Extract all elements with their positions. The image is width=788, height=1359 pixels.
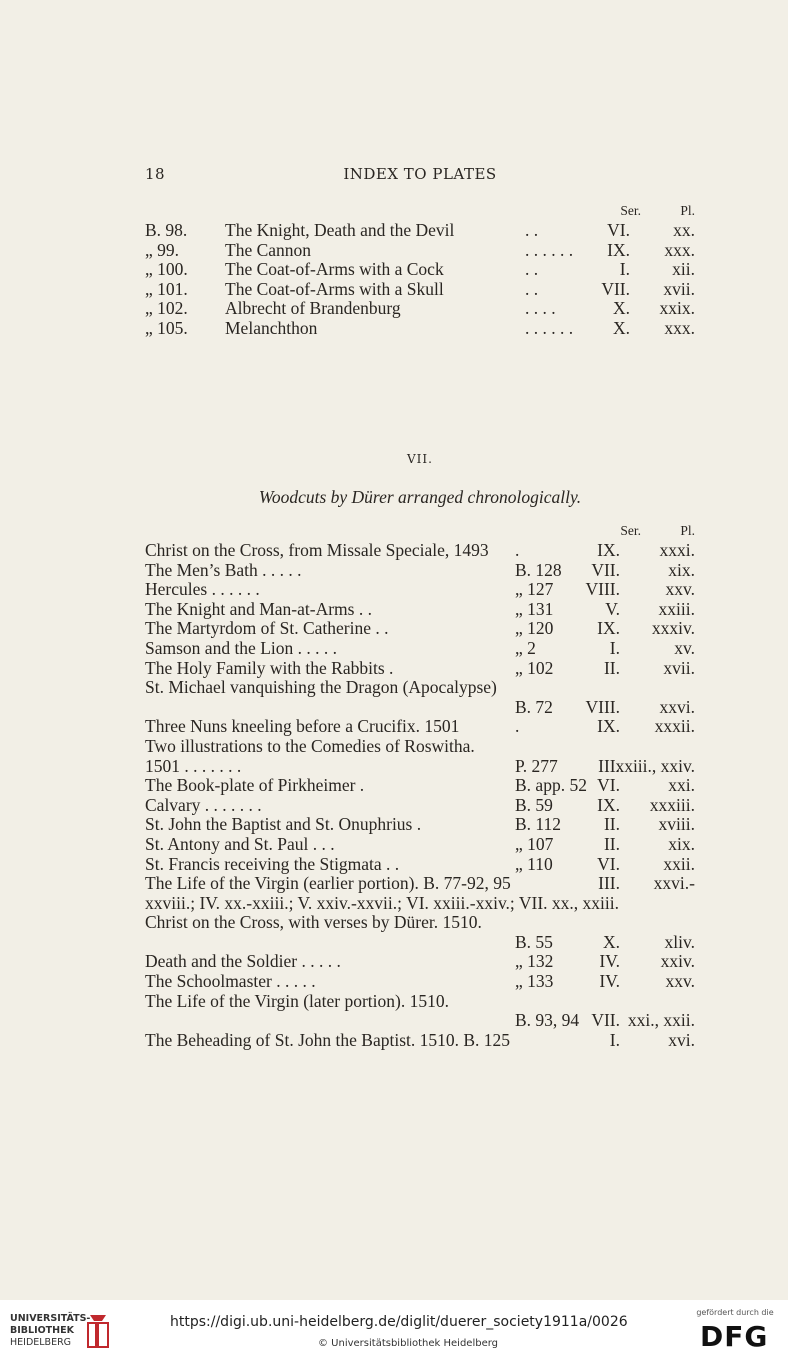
woodcut-ref: „ 120: [515, 618, 554, 639]
woodcut-row: [145, 1030, 695, 1050]
plate-series: IX.: [607, 239, 630, 260]
page-number: 18: [145, 165, 166, 183]
library-name-line1: UNIVERSITÄTS-: [10, 1313, 91, 1324]
plate-title: The Knight, Death and the Devil: [225, 220, 455, 240]
pl-header: Pl.: [680, 203, 695, 218]
leader-dots: . . . . . .: [525, 239, 574, 260]
woodcut-pl: xix.: [668, 559, 695, 580]
woodcut-row: [145, 579, 695, 599]
ser-header: Ser.: [620, 523, 641, 538]
woodcut-title: St. Francis receiving the Stigmata . .: [145, 853, 400, 874]
woodcut-title: The Holy Family with the Rabbits .: [145, 657, 394, 678]
pl-header: Pl.: [680, 523, 695, 538]
woodcut-row: [145, 854, 695, 874]
woodcut-title: xxviii.; IV. xx.-xxiii.; V. xxiv.-xxvii.; VI. xxiii.-xxiv.; VII. xx., xxiii.: [145, 892, 619, 913]
woodcut-title: Three Nuns kneeling before a Crucifix. 1501: [145, 716, 460, 737]
leader-dots: . . . .: [525, 298, 556, 319]
section-number: VII.: [407, 452, 433, 466]
woodcut-ref: B. app. 52: [515, 775, 587, 796]
leader-dots: . .: [525, 278, 539, 299]
woodcut-pl: xxii.: [663, 853, 695, 874]
woodcut-row: [145, 540, 695, 560]
woodcut-ref: .: [515, 716, 520, 737]
woodcut-ref: B. 72: [515, 696, 553, 717]
woodcut-series: VI.: [597, 775, 620, 796]
woodcut-series: IX.: [597, 716, 620, 737]
woodcut-title: St. Antony and St. Paul . . .: [145, 833, 335, 854]
plate-series: I.: [619, 259, 630, 280]
woodcut-row: [145, 971, 695, 991]
leader-dots: . . . . . .: [525, 317, 574, 338]
woodcut-series: VIII.: [585, 579, 620, 600]
plate-title: The Cannon: [225, 239, 312, 260]
plate-number: „ 105.: [145, 317, 188, 338]
woodcut-title: The Book-plate of Pirkheimer .: [145, 775, 365, 796]
woodcut-row: [145, 795, 695, 815]
woodcut-ref: „ 107: [515, 833, 554, 854]
plate-number: „ 100.: [145, 259, 188, 280]
woodcut-title: St. John the Baptist and St. Onuphrius .: [145, 814, 422, 835]
leader-dots: . .: [525, 220, 539, 240]
plate-number: „ 102.: [145, 298, 188, 319]
woodcut-series: X.: [602, 931, 620, 952]
woodcut-series: IV.: [599, 971, 620, 992]
woodcut-title: Christ on the Cross, from Missale Speciale, 1493: [145, 540, 489, 560]
page-url-link[interactable]: https://digi.ub.uni-heidelberg.de/diglit/duerer_society1911a/0026: [170, 1314, 628, 1330]
woodcut-title: Hercules . . . . . .: [145, 579, 260, 600]
plate-pl: xx.: [673, 220, 695, 240]
plate-title: Albrecht of Brandenburg: [225, 298, 401, 319]
library-logo[interactable]: [10, 1311, 110, 1351]
plate-row: [145, 240, 695, 260]
library-name-line3: HEIDELBERG: [10, 1337, 72, 1348]
woodcut-series: III.: [598, 873, 620, 894]
woodcut-row: [145, 873, 695, 893]
page-header: [145, 165, 695, 187]
woodcut-row: [145, 658, 695, 678]
woodcut-pl: xvi.: [668, 1029, 695, 1050]
plate-series: VII.: [601, 278, 630, 299]
plate-pl: xxx.: [664, 317, 695, 338]
woodcut-title: Two illustrations to the Comedies of Roswitha.: [145, 735, 475, 756]
woodcut-title: Samson and the Lion . . . . .: [145, 637, 337, 658]
woodcut-row: [145, 618, 695, 638]
woodcut-series: II.: [603, 657, 620, 678]
dfg-logo[interactable]: DFG: [700, 1320, 769, 1353]
woodcut-title: The Men’s Bath . . . . .: [145, 559, 302, 580]
woodcut-ref: „ 132: [515, 951, 554, 972]
woodcut-ref: B. 128: [515, 559, 562, 580]
woodcut-pl: xxxi.: [659, 540, 695, 560]
woodcut-ref: B. 55: [515, 931, 553, 952]
woodcut-pl: xxiii.: [658, 598, 695, 619]
woodcuts-list: [145, 523, 695, 1049]
plate-number: „ 99.: [145, 239, 180, 260]
woodcut-pl: xxxiv.: [651, 618, 695, 639]
woodcut-series: VII.: [591, 1010, 620, 1031]
woodcut-pl: xxiv.: [660, 951, 695, 972]
woodcut-row: [145, 991, 695, 1011]
plate-title: The Coat-of-Arms with a Skull: [225, 278, 444, 299]
woodcut-row: [145, 775, 695, 795]
woodcut-ref: „ 102: [515, 657, 554, 678]
woodcut-ref: .: [515, 540, 520, 560]
page-title: INDEX TO PLATES: [343, 165, 497, 183]
woodcut-title: The Life of the Virgin (later portion). 1510.: [145, 990, 449, 1011]
plate-number: „ 101.: [145, 278, 188, 299]
woodcut-series: VII.: [591, 559, 620, 580]
plate-row: [145, 259, 695, 279]
woodcut-row: [145, 560, 695, 580]
woodcut-title: 1501 . . . . . . .: [145, 755, 242, 776]
woodcut-row: [145, 716, 695, 736]
woodcut-pl: xxxii.: [654, 716, 695, 737]
woodcut-series: VIII.: [585, 696, 620, 717]
library-name-line2: BIBLIOTHEK: [10, 1325, 74, 1336]
plate-series: X.: [612, 298, 630, 319]
library-mark-icon: [82, 1311, 112, 1351]
ser-header: Ser.: [620, 203, 641, 218]
woodcut-series: IX.: [597, 618, 620, 639]
woodcut-ref: P. 277: [515, 755, 558, 776]
woodcut-ref: B. 59: [515, 794, 553, 815]
woodcut-ref: „ 110: [515, 853, 553, 874]
woodcut-series: II.: [603, 833, 620, 854]
woodcut-pl: xvii.: [663, 657, 695, 678]
woodcut-row: [145, 912, 695, 932]
woodcut-pl: xv.: [674, 637, 695, 658]
woodcut-ref: B. 93, 94: [515, 1010, 580, 1031]
plate-pl: xvii.: [663, 278, 695, 299]
woodcut-pl: xxi.: [668, 775, 695, 796]
woodcut-row: [145, 677, 695, 697]
plate-number: B. 98.: [145, 220, 188, 240]
woodcut-series: III.: [598, 755, 620, 776]
woodcut-ref: „ 2: [515, 637, 536, 658]
plate-pl: xxix.: [659, 298, 695, 319]
woodcut-pl: xxi., xxii.: [627, 1010, 695, 1031]
woodcut-title: Calvary . . . . . . .: [145, 794, 262, 815]
copyright-text: © Universitätsbibliothek Heidelberg: [318, 1338, 499, 1349]
woodcut-ref: B. 112: [515, 814, 562, 835]
woodcut-pl: xviii.: [658, 814, 695, 835]
woodcut-title: Christ on the Cross, with verses by Dürer. 1510.: [145, 912, 482, 933]
woodcut-title: St. Michael vanquishing the Dragon (Apocalypse): [145, 677, 497, 698]
woodcut-ref: „ 127: [515, 579, 554, 600]
woodcut-row: [145, 951, 695, 971]
plate-row: [145, 220, 695, 240]
woodcut-title: The Beheading of St. John the Baptist. 1510. B. 125: [145, 1029, 511, 1050]
woodcut-row: [145, 932, 695, 952]
woodcut-title: Death and the Soldier . . . . .: [145, 951, 341, 972]
woodcut-title: The Schoolmaster . . . . .: [145, 971, 316, 992]
woodcut-series: V.: [605, 598, 620, 619]
woodcut-pl: xxv.: [665, 579, 695, 600]
woodcut-series: IV.: [599, 951, 620, 972]
woodcut-series: IX.: [597, 540, 620, 560]
column-headers-2: [145, 523, 695, 540]
woodcut-series: II.: [603, 814, 620, 835]
plate-title: The Coat-of-Arms with a Cock: [225, 259, 444, 280]
plate-row: [145, 279, 695, 299]
woodcut-row: [145, 697, 695, 717]
woodcut-series: IX.: [597, 794, 620, 815]
woodcut-ref: „ 133: [515, 971, 554, 992]
funded-by-text: gefördert durch die: [696, 1308, 774, 1317]
woodcut-row: [145, 736, 695, 756]
woodcut-series: VI.: [597, 853, 620, 874]
plate-series: X.: [612, 317, 630, 338]
plate-row: [145, 318, 695, 338]
section-title: Woodcuts by Dürer arranged chronologically.: [258, 487, 582, 507]
leader-dots: . .: [525, 259, 539, 280]
woodcut-ref: „ 131: [515, 598, 554, 619]
plate-pl: xii.: [672, 259, 695, 280]
plates-list: [145, 203, 695, 338]
woodcut-row: [145, 599, 695, 619]
woodcut-title: The Martyrdom of St. Catherine . .: [145, 618, 389, 639]
woodcut-title: The Knight and Man-at-Arms . .: [145, 598, 372, 619]
woodcut-pl: xxiii., xxiv.: [615, 755, 695, 776]
woodcut-row: [145, 814, 695, 834]
plate-title: Melanchthon: [225, 317, 318, 338]
woodcut-row: [145, 1010, 695, 1030]
woodcut-row: [145, 834, 695, 854]
woodcut-row: [145, 893, 695, 913]
woodcut-pl: xxvi.: [659, 696, 695, 717]
woodcut-title: The Life of the Virgin (earlier portion). B. 77-92, 95: [145, 873, 511, 894]
woodcut-series: I.: [609, 1029, 620, 1050]
woodcut-pl: xxv.: [665, 971, 695, 992]
plate-row: [145, 298, 695, 318]
woodcut-pl: xxvi.-: [653, 873, 695, 894]
woodcut-pl: xxxiii.: [649, 794, 695, 815]
column-headers: [145, 203, 695, 220]
woodcut-row: [145, 756, 695, 776]
footer-bar: [0, 1300, 788, 1359]
woodcut-pl: xliv.: [664, 931, 695, 952]
woodcut-pl: xix.: [668, 833, 695, 854]
woodcut-row: [145, 638, 695, 658]
woodcut-series: I.: [609, 637, 620, 658]
plate-series: VI.: [607, 220, 630, 240]
plate-pl: xxx.: [664, 239, 695, 260]
